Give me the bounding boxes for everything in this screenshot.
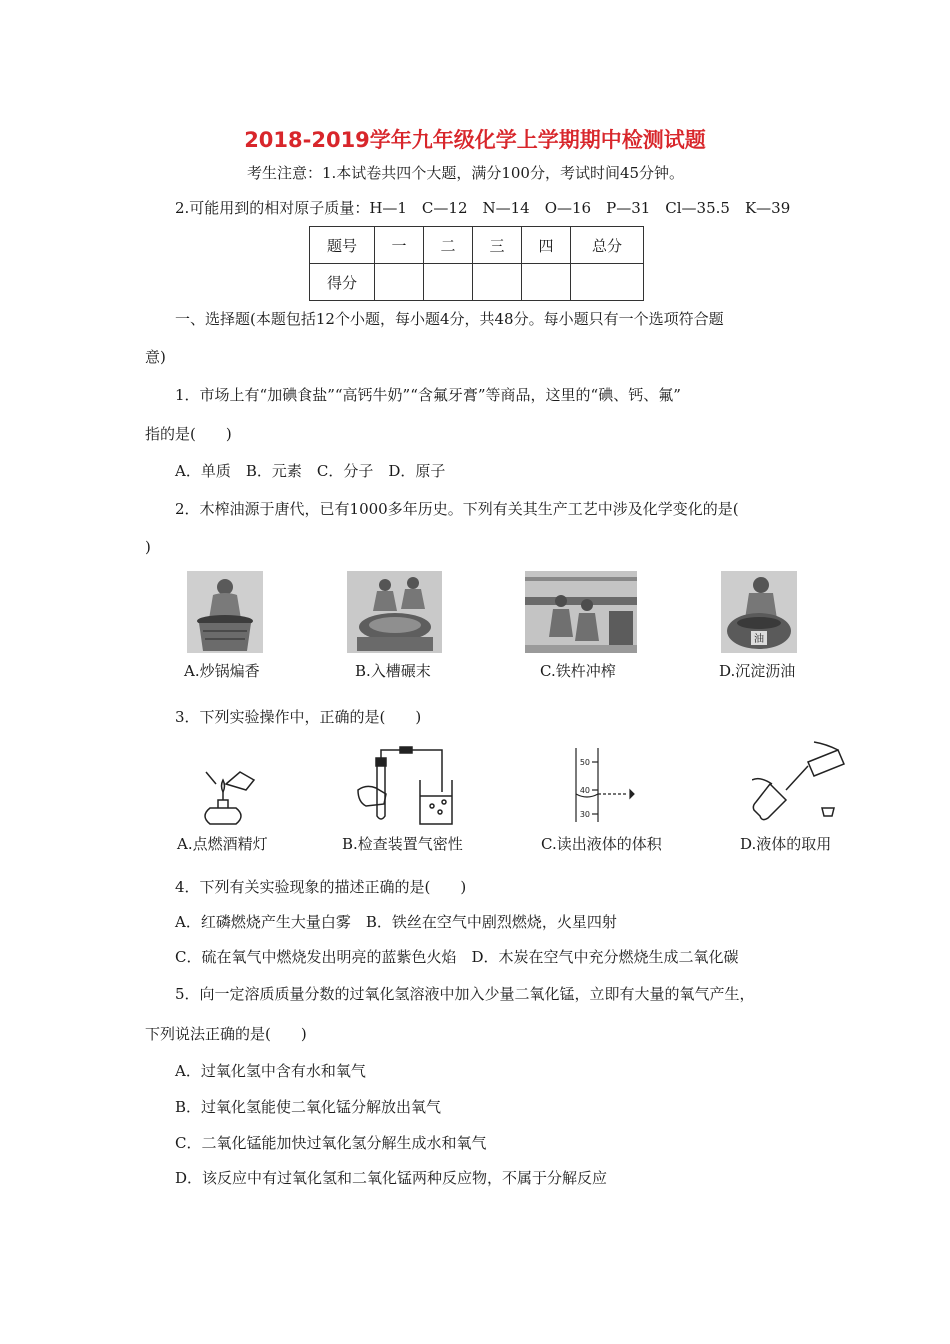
cylinder-tick-30: 30 xyxy=(579,810,590,819)
question-4-options-line-1: A．红磷燃烧产生大量白雾 B．铁丝在空气中剧烈燃烧，火星四射 xyxy=(175,913,617,931)
q3-caption-d: D.液体的取用 xyxy=(740,835,832,853)
q2-image-d-label: 油 xyxy=(754,634,764,645)
question-1-options: A．单质 B．元素 C．分子 D．原子 xyxy=(175,462,446,480)
q3-caption-b: B.检查装置气密性 xyxy=(342,835,463,853)
question-1-stem-cont: 指的是( ) xyxy=(145,425,232,443)
score-cell[interactable] xyxy=(522,264,571,301)
score-table-header-cell: 三 xyxy=(473,227,522,264)
question-5-option-a: A．过氧化氢中含有水和氧气 xyxy=(175,1062,366,1080)
score-table-header-cell: 二 xyxy=(424,227,473,264)
notice-line-1: 考生注意：1.本试卷共四个大题，满分100分，考试时间45分钟。 xyxy=(247,164,685,182)
question-5-stem: 5．向一定溶质质量分数的过氧化氢溶液中加入少量二氧化锰，立即有大量的氧气产生， xyxy=(175,985,755,1003)
question-4-stem: 4．下列有关实验现象的描述正确的是( ) xyxy=(175,878,467,896)
q2-image-a-stir-frying xyxy=(187,571,263,653)
cylinder-tick-40: 40 xyxy=(579,786,590,795)
question-5-option-b: B．过氧化氢能使二氧化锰分解放出氧气 xyxy=(175,1098,442,1116)
score-table-header-cell: 总分 xyxy=(571,227,644,264)
question-2-stem: 2．木榨油源于唐代，已有1000多年历史。下列有关其生产工艺中涉及化学变化的是( xyxy=(175,500,739,518)
question-5-stem-cont: 下列说法正确的是( ) xyxy=(145,1025,307,1043)
score-table-header-cell: 四 xyxy=(522,227,571,264)
q2-caption-d: D.沉淀沥油 xyxy=(719,662,796,680)
q3-figure-d-pour-liquid xyxy=(752,740,848,826)
score-table-header-row xyxy=(310,227,644,264)
score-table-header-cell: 一 xyxy=(375,227,424,264)
q3-caption-a: A.点燃酒精灯 xyxy=(177,835,268,853)
q3-caption-c: C.读出液体的体积 xyxy=(541,835,662,853)
score-cell[interactable] xyxy=(424,264,473,301)
notice-line-2: 2.可能用到的相对原子质量：H—1 C—12 N—14 O—16 P—31 Cl—35.5 K—39 xyxy=(175,199,791,217)
question-3-stem: 3．下列实验操作中，正确的是( ) xyxy=(175,708,422,726)
section-heading-line-1: 一、选择题(本题包括12个小题，每小题4分，共48分。每小题只有一个选项符合题 xyxy=(175,310,724,328)
score-cell[interactable] xyxy=(375,264,424,301)
question-5-option-d: D．该反应中有过氧化氢和二氧化锰两种反应物，不属于分解反应 xyxy=(175,1169,608,1187)
q3-figure-c-read-cylinder xyxy=(566,746,642,826)
page-title: 2018-2019学年九年级化学上学期期中检测试题 xyxy=(244,128,706,152)
q2-image-c-pounding xyxy=(525,571,637,653)
q2-image-b-grinding xyxy=(347,571,442,653)
q2-caption-b: B.入槽碾末 xyxy=(355,662,431,680)
score-table-row-label: 得分 xyxy=(310,264,375,301)
q2-caption-a: A.炒锅煸香 xyxy=(184,662,260,680)
cylinder-tick-50: 50 xyxy=(579,758,590,767)
question-1-stem: 1．市场上有“加碘食盐”“高钙牛奶”“含氟牙膏”等商品，这里的“碘、钙、氟” xyxy=(175,386,681,404)
question-5-option-c: C．二氧化锰能加快过氧化氢分解生成水和氧气 xyxy=(175,1134,487,1152)
score-cell[interactable] xyxy=(571,264,644,301)
score-cell[interactable] xyxy=(473,264,522,301)
question-2-stem-cont: ) xyxy=(145,538,151,556)
q3-figure-a-alcohol-lamp xyxy=(196,766,260,828)
q2-caption-c: C.铁杵冲榨 xyxy=(540,662,616,680)
q2-image-d-oil-settling xyxy=(721,571,797,653)
score-table-header-cell: 题号 xyxy=(310,227,375,264)
question-4-options-line-2: C．硫在氧气中燃烧发出明亮的蓝紫色火焰 D．木炭在空气中充分燃烧生成二氧化碳 xyxy=(175,948,739,966)
section-heading-line-2: 意) xyxy=(145,348,166,366)
score-table-score-row xyxy=(310,264,644,301)
score-table xyxy=(309,226,644,301)
q3-figure-b-airtightness-check xyxy=(356,744,456,830)
